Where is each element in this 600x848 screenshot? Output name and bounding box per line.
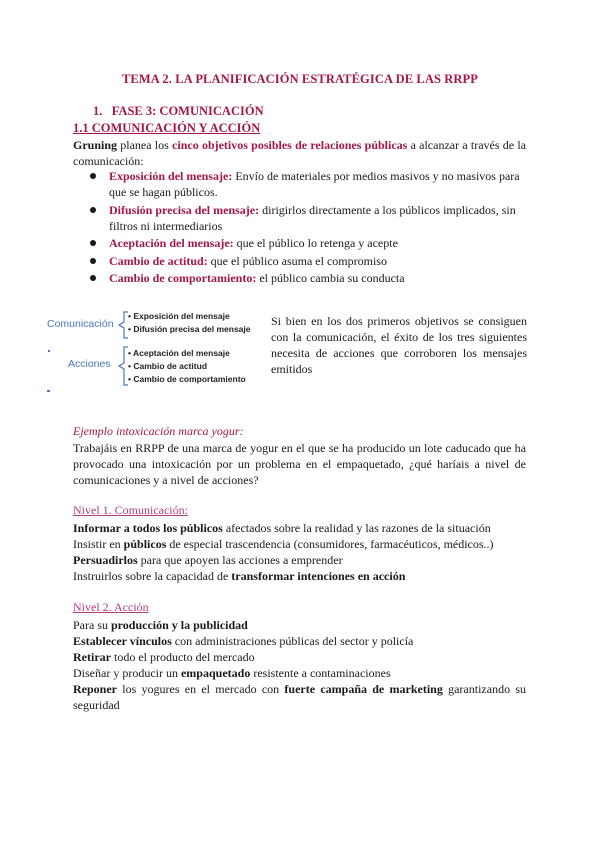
objective-desc: Envío de materiales por medios masivos y no masivos para que se hagan públicos. bbox=[109, 169, 520, 199]
nivel2-line bbox=[73, 649, 255, 665]
bullet-icon bbox=[90, 275, 96, 281]
nivel2-l3-rest: todo el producto del mercado bbox=[110, 650, 255, 664]
fase-heading bbox=[93, 104, 264, 119]
list-item bbox=[90, 168, 526, 200]
nivel2-l4-c: resistente a contaminaciones bbox=[250, 666, 391, 680]
nivel2-l3-bold: Retirar bbox=[73, 650, 111, 664]
nivel1-line bbox=[73, 520, 491, 536]
nivel2-line bbox=[73, 665, 391, 681]
bullet-icon bbox=[90, 258, 96, 264]
nivel1-line bbox=[73, 568, 405, 584]
list-item bbox=[90, 270, 526, 286]
intro-paragraph bbox=[73, 137, 526, 169]
bullet-icon bbox=[90, 207, 96, 213]
list-item bbox=[90, 202, 526, 234]
nivel1-l3-rest: para que apoyen las acciones a emprender bbox=[137, 553, 343, 567]
objective-term: Cambio de actitud: bbox=[109, 253, 208, 268]
nivel2-l4-a: Diseñar y producir un bbox=[73, 666, 181, 680]
fase-label: FASE 3: COMUNICACIÓN bbox=[111, 104, 264, 118]
fase-number: 1. bbox=[93, 104, 103, 118]
section-heading: 1.1 COMUNICACIÓN Y ACCIÓN bbox=[73, 121, 261, 135]
nivel2-l4-bold: empaquetado bbox=[180, 666, 251, 680]
communication-diagram bbox=[44, 306, 264, 396]
diagram-label-acciones: Acciones bbox=[68, 358, 111, 370]
nivel1-line bbox=[73, 552, 343, 568]
nivel2-l5-bold: Reponer bbox=[73, 682, 117, 696]
nivel2-l5-rest: garantizando su seguridad bbox=[73, 682, 526, 712]
nivel2-last-paragraph bbox=[73, 681, 526, 713]
objective-term: Aceptación del mensaje: bbox=[109, 236, 234, 250]
nivel1-l4-a: Instruirlos sobre la capacidad de bbox=[73, 569, 232, 583]
objective-term: Difusión precisa del mensaje: bbox=[109, 202, 260, 217]
objective-term: Cambio de comportamiento: bbox=[109, 271, 257, 285]
objective-term: Exposición del mensaje: bbox=[109, 169, 233, 183]
nivel1-l2-bold: públicos bbox=[123, 537, 167, 551]
nivel1-l1-bold: Informar a todos los públicos bbox=[73, 521, 223, 535]
nivel1-l1-rest: afectados sobre la realidad y las razones de la situación bbox=[222, 521, 491, 535]
diagram-item: • Exposición del mensaje bbox=[128, 311, 230, 321]
objective-desc: que el público asuma el compromiso bbox=[207, 253, 387, 268]
nivel1-line bbox=[73, 536, 494, 552]
intro-mid1: planea los bbox=[117, 138, 173, 152]
intro-mid2: a alcanzar a través de la comunicación: bbox=[73, 138, 526, 168]
example-body: Trabajáis en RRPP de una marca de yogur en el que se ha producido un lote caducado que ha provocado una intoxicación por un problema en el empaquetado, ¿qué haríais a nivel de comunicaciones y a nivel de acciones? bbox=[73, 441, 526, 487]
diagram-item: • Cambio de actitud bbox=[128, 361, 208, 371]
intro-highlight: cinco objetivos posibles de relaciones públicas bbox=[172, 138, 408, 152]
nivel2-heading: Nivel 2. Acción bbox=[73, 600, 149, 614]
nivel2-l5-bold2: fuerte campaña de marketing bbox=[284, 682, 443, 696]
objectives-list bbox=[90, 168, 526, 288]
nivel1-l2-a: Insistir en bbox=[73, 537, 124, 551]
nivel2-l1-bold: producción y la publicidad bbox=[111, 618, 248, 632]
diagram-label-comunicacion: Comunicación bbox=[47, 318, 114, 330]
objective-desc: que el público lo retenga y acepte bbox=[233, 236, 398, 250]
diagram-explanation: Si bien en los dos primeros objetivos se consiguen con la comunicación, el éxito de los tres siguientes necesita de acciones que corroboren los mensajes emitidos bbox=[271, 314, 527, 376]
page-title: TEMA 2. LA PLANIFICACIÓN ESTRATÉGICA DE LAS RRPP bbox=[121, 72, 478, 86]
nivel2-l2-bold: Establecer vínculos bbox=[73, 634, 172, 648]
bullet-icon bbox=[90, 240, 96, 246]
dot-icon bbox=[48, 350, 50, 352]
diagram-item: • Aceptación del mensaje bbox=[128, 348, 230, 358]
diagram-item: • Cambio de comportamiento bbox=[128, 374, 246, 384]
nivel1-heading: Nivel 1. Comunicación: bbox=[73, 503, 188, 517]
nivel2-l2-rest: con administraciones públicas del sector y policía bbox=[171, 634, 414, 648]
diagram-item: • Difusión precisa del mensaje bbox=[128, 324, 251, 334]
intro-author: Gruning bbox=[73, 138, 118, 152]
example-heading: Ejemplo intoxicación marca yogur: bbox=[73, 424, 244, 438]
list-item bbox=[90, 235, 526, 251]
nivel2-l5-mid: los yogures en el mercado con bbox=[117, 682, 285, 696]
list-item bbox=[90, 253, 526, 269]
nivel1-l2-c: de especial trascendencia (consumidores, farmacéuticos, médicos..) bbox=[166, 537, 494, 551]
nivel2-line bbox=[73, 617, 248, 633]
nivel2-line bbox=[73, 633, 413, 649]
bullet-icon bbox=[90, 173, 96, 179]
objective-desc: dirigirlos directamente a los públicos implicados, sin filtros ni intermediarios bbox=[109, 202, 516, 233]
nivel1-l3-bold: Persuadirlos bbox=[73, 553, 138, 567]
nivel1-l4-bold: transformar intenciones en acción bbox=[231, 569, 406, 583]
objective-desc: el público cambia su conducta bbox=[256, 271, 405, 285]
nivel2-l1-a: Para su bbox=[73, 618, 111, 632]
dot-icon bbox=[47, 390, 50, 392]
